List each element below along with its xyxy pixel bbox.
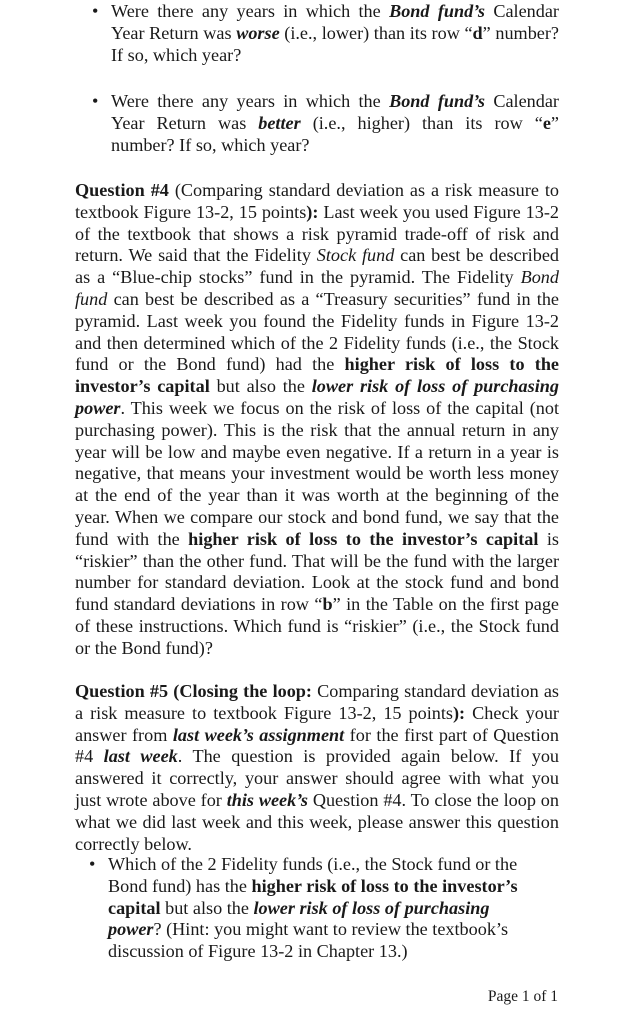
page-number: Page 1 of 1 — [487, 988, 558, 1005]
bullet-item-bond-better: • Were there any years in which the Bond fund’s Calendar Year Return was better (i.e., higher) than its row “e” number? If so, which year? — [92, 91, 559, 155]
question-4-paragraph: Question #4 (Comparing standard deviation as a risk measure to textbook Figure 13-2, 15 points): Last week you used Figure 13-2 of the textbook that shows a risk pyramid trade-off of risk and return. We said that the Fidelity Stock fund can best be described as a “Blue-chip stocks” fund in the pyramid. The Fidelity Bond fund can best be described as a “Treasury securities” fund in the pyramid. Last week you found the Fidelity funds in Figure 13-2 and then determined which of the 2 Fidelity funds (i.e., the Stock fund or the Bond fund) had the higher risk of loss to the investor’s capital but also the lower risk of loss of purchasing power. This week we focus on the risk of loss of the capital (not purchasing power). This is the risk that the annual return in any year will be low and maybe even negative. If a return in a year is negative, that means your investment would be worth less money at the end of the year than it was worth at the beginning of the year. When we compare our stock and bond fund, we say that the fund with the higher risk of loss to the investor’s capital is “riskier” than the other fund. That will be the fund with the larger number for standard deviation. Look at the stock fund and bond fund standard deviations in row “b” in the Table on the first page of these instructions. Which fund is “riskier” (i.e., the Stock fund or the Bond fund)? — [75, 180, 560, 658]
bullet-icon: • — [89, 854, 96, 874]
question-5-bullet: • Which of the 2 Fidelity funds (i.e., the Stock fund or the Bond fund) has the higher risk of loss to the investor’s capital but also the lower risk of loss of purchasing power? (Hint: you might want to review the textbook’s discussion of Figure 13-2 in Chapter 13.) — [89, 854, 518, 962]
bullet-icon: • — [92, 91, 99, 111]
bullet-icon: • — [92, 1, 99, 21]
bullet-item-bond-worse: • Were there any years in which the Bond fund’s Calendar Year Return was worse (i.e., lower) than its row “d” number? If so, which year? — [92, 1, 559, 65]
question-5-paragraph: Question #5 (Closing the loop: Comparing standard deviation as a risk measure to textbook Figure 13-2, 15 points): Check your answer from last week’s assignment for the first part of Question #4 last week. The question is provided again below. If you answered it correctly, your answer should agree with what you just wrote above for this week’s Question #4. To close the loop on what we did last week and this week, please answer this question correctly below. — [75, 681, 560, 854]
